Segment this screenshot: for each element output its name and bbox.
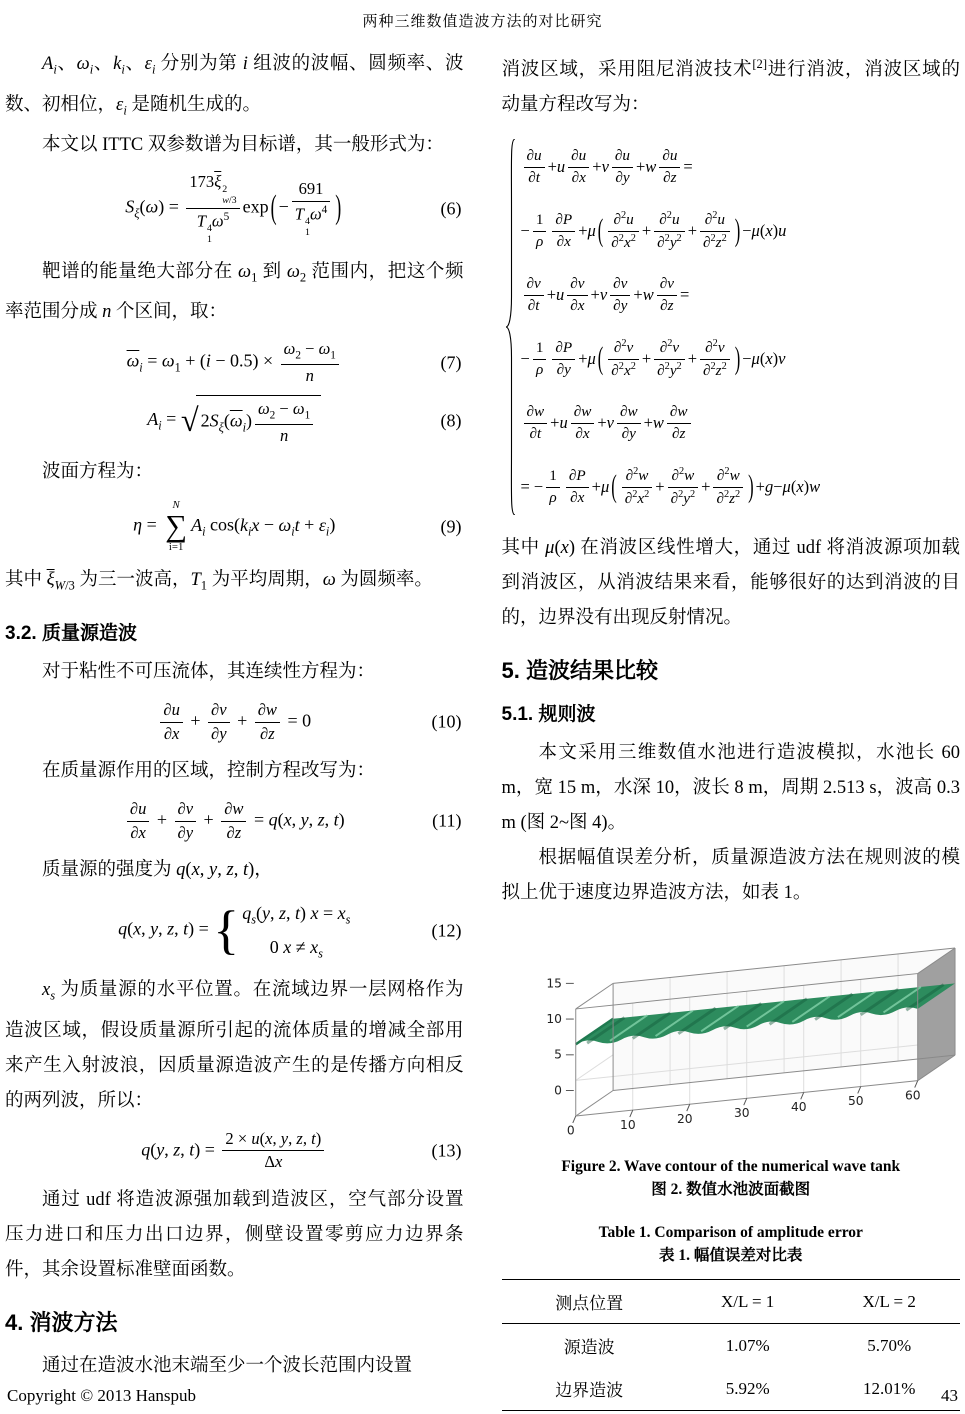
paragraph-amplitude-error: 根据幅值误差分析，质量源造波方法在规则波的模拟上优于速度边界造波方法，如表 1。	[501, 848, 960, 904]
equation-13	[5, 1128, 464, 1174]
equation-7	[5, 339, 464, 386]
equation-12-number: (12)	[431, 920, 462, 941]
figure-2-caption-en: Figure 2. Wave contour of the numerical wave tank	[561, 1158, 901, 1176]
momentum-line-u-rhs: − $\frac{1}{\rho}$ $\frac{\partial P}{\partial x}$ + μ ( $\frac{\partial^2u}{\partial^2x^2}$ + $\frac{\partial^2u}{\partial^2y^2}$ + $\frac{\partial^2u}{\partial^2z^2}$ ) − μ ( x ) u	[520, 209, 787, 251]
table-header-xl1: X/L = 1	[677, 1280, 819, 1324]
page-header-title: 两种三维数值造波方法的对比研究	[362, 14, 603, 30]
table-header-xl2: X/L = 2	[818, 1280, 960, 1324]
paragraph-damping-continued: 消波区域，采用阻尼消波技术[2]进行消波，消波区域的动量方程改写为：	[501, 57, 960, 116]
equation-13-number: (13)	[431, 1140, 462, 1161]
svg-text:0: 0	[566, 1123, 575, 1138]
footer-copyright: Copyright © 2013 Hanspub	[7, 1386, 197, 1405]
equation-8	[5, 395, 464, 446]
equation-9-number: (9)	[440, 516, 462, 537]
paragraph-wave-surface-eq-intro: 波面方程为：	[42, 462, 154, 483]
right-column	[502, 47, 961, 1411]
table-1-titles	[502, 1221, 961, 1267]
svg-text:60: 60	[904, 1088, 921, 1103]
equation-11-body: $\frac{\partial u}{\partial x}$ + $\frac{\partial v}{\partial y}$ + $\frac{\partial w}{\partial z}$ = q(x, y, z, t)	[124, 799, 345, 843]
table-row-source-wave	[502, 1324, 961, 1368]
two-column-layout	[0, 47, 965, 1411]
paragraph-damping-result: 其中 μ(x) 在消波区线性增大，通过 udf 将消波源项加载到消波区，从消波结果来看，能够很好的达到消波的目的，边界没有出现反射情况。	[501, 538, 960, 629]
table-cell: 1.07%	[725, 1335, 770, 1355]
section-heading-5-1: 5.1. 规则波	[501, 704, 596, 726]
section-heading-4: 4. 消波方法	[5, 1309, 118, 1335]
svg-text:20: 20	[676, 1112, 693, 1127]
figure-2-caption-zh: 图 2. 数值水池波面截图	[651, 1181, 811, 1199]
table-cell: 12.01%	[863, 1378, 916, 1398]
svg-text:40: 40	[790, 1100, 807, 1115]
paragraph-ittc-spectrum: 本文以 ITTC 双参数谱为目标谱，其一般形式为：	[42, 135, 444, 156]
equation-12	[5, 897, 464, 964]
equation-13-body: q(y, z, t) = $\frac{2 \times u(x, y, z, t)}{\Delta x}$	[141, 1129, 327, 1173]
equation-10	[5, 699, 464, 745]
svg-text:30: 30	[733, 1106, 750, 1121]
equation-6-number: (6)	[440, 198, 462, 219]
equation-9-body: η = N ∑ i=1 $A_i$ $\cos(k_ix - \omega_it + \varepsilon_i)$	[133, 499, 336, 554]
equation-6-body: $S_\xi(\omega)$ = $173\overline{\xi}$ 2 w/3 T 4 1 $\omega^5$ exp ( − 691 T 4 1 $\omega^4$ )	[125, 172, 342, 246]
equation-11-number: (11)	[432, 810, 462, 831]
momentum-line-u-lhs: $\frac{\partial u}{\partial t}$ + u $\frac{\partial u}{\partial x}$ + v $\frac{\partial u}{\partial y}$ + w $\frac{\partial u}{\partial z}$ =	[521, 135, 961, 199]
table-header-row	[502, 1280, 961, 1324]
paragraph-continuity-intro: 对于粘性不可压流体，其连续性方程为：	[42, 662, 376, 683]
table-cell: 边界造波	[555, 1381, 624, 1401]
equation-8-number: (8)	[440, 410, 462, 431]
table-header-location: 测点位置	[502, 1280, 677, 1324]
momentum-line-v-lhs: $\frac{\partial v}{\partial t}$ + u $\frac{\partial v}{\partial x}$ + v $\frac{\partial v}{\partial y}$ + w $\frac{\partial v}{\partial z}$ =	[521, 263, 961, 327]
svg-text:0: 0	[553, 1083, 562, 1098]
table-1-title-zh: 表 1. 幅值误差对比表	[659, 1247, 803, 1265]
paragraph-source-region: 在质量源作用的区域，控制方程改写为：	[42, 761, 376, 782]
svg-text:10: 10	[546, 1012, 562, 1027]
z-axis-labels	[546, 976, 562, 1097]
left-column	[5, 47, 464, 1411]
table-cell: 源造波	[563, 1338, 615, 1358]
equation-6	[5, 172, 464, 245]
equation-7-body: $\overline{\omega}_i = \omega_1 + (i - 0.5)$ × $\frac{\omega_2 - \omega_1}{n}$	[127, 339, 342, 386]
paragraph-source-strength: 质量源的强度为 q(x, y, z, t)，	[42, 860, 273, 881]
paragraph-source-position: $x_s$ 为质量源的水平位置。在流域边界一层网格作为造波区域，假设质量源所引起的流体质量的增减全部用来产生入射波浪，因质量源造波产生的是传播方向相反的两列波，所以：	[5, 980, 464, 1111]
table-1-title-en: Table 1. Comparison of amplitude error	[598, 1224, 863, 1242]
equation-8-body: $A_i$ = √ $2S_\xi(\overline{\omega}_i)$ $\frac{\omega_2 - \omega_1}{n}$	[147, 395, 321, 446]
paragraph-spectrum-range: 靶谱的能量绝大部分在 $\omega_1$ 到 $\omega_2$ 范围内，把这个频率范围分成 n 个区间，取：	[5, 261, 464, 323]
equation-9	[5, 499, 464, 554]
equation-10-number: (10)	[431, 711, 462, 732]
momentum-line-w-lhs: $\frac{\partial w}{\partial t}$ + u $\frac{\partial w}{\partial x}$ + v $\frac{\partial w}{\partial y}$ + w $\frac{\partial w}{\partial z}$	[521, 391, 961, 455]
table-cell: 5.92%	[725, 1378, 770, 1398]
paragraph-tank-setup: 本文采用三维数值水池进行造波模拟，水池长 60 m，宽 15 m，水深 10，波长 8 m，周期 2.513 s，波高 0.3 m (图 2~图 4)。	[501, 743, 960, 834]
svg-text:5: 5	[553, 1047, 562, 1062]
svg-text:15: 15	[546, 976, 562, 991]
left-brace	[504, 139, 517, 515]
footer-page-number: 43	[941, 1386, 958, 1405]
momentum-line-w-rhs: = − $\frac{1}{\rho}$ $\frac{\partial P}{\partial x}$ + μ ( $\frac{\partial^2w}{\partial^2x^2}$ + $\frac{\partial^2w}{\partial^2y^2}$ + $\frac{\partial^2w}{\partial^2z^2}$ ) + g − μ ( x ) w	[520, 465, 821, 507]
equation-7-number: (7)	[440, 352, 462, 373]
page-footer	[7, 1386, 958, 1406]
svg-text:10: 10	[619, 1117, 636, 1132]
svg-text:50: 50	[847, 1094, 864, 1109]
section-heading-3-2: 3.2. 质量源造波	[5, 623, 137, 645]
equation-10-body: $\frac{\partial u}{\partial x}$ + $\frac{\partial v}{\partial y}$ + $\frac{\partial w}{\partial z}$ = 0	[157, 700, 311, 744]
x-axis-labels	[567, 1088, 921, 1137]
section-heading-5: 5. 造波结果比较	[501, 658, 658, 684]
momentum-line-v-rhs: − $\frac{1}{\rho}$ $\frac{\partial P}{\partial y}$ + μ ( $\frac{\partial^2v}{\partial^2x^2}$ + $\frac{\partial^2v}{\partial^2y^2}$ + $\frac{\partial^2v}{\partial^2z^2}$ ) − μ ( x ) v	[520, 337, 786, 379]
z-axis-ticks	[566, 984, 574, 1091]
paragraph-udf-boundary: 通过 udf 将造波源强加载到造波区，空气部分设置压力进口和压力出口边界，侧壁设置零剪应力边界条件，其余设置标准壁面函数。	[5, 1189, 464, 1280]
equation-system-momentum-damping	[504, 135, 961, 519]
paragraph-damping-intro: 通过在造波水池末端至少一个波长范围内设置	[42, 1355, 413, 1376]
paragraph-wave-components: $A_i$、$\omega_i$、$k_i$、$\varepsilon_i$ 分别为第 i 组波的波幅、圆频率、波数、初相位，$\varepsilon_i$ 是随机生成的。	[5, 54, 464, 118]
figure-2-wave-tank	[502, 923, 961, 1149]
wave-tank-plot	[505, 923, 957, 1144]
table-cell: 5.70%	[867, 1335, 912, 1355]
equation-12-body: q(x, y, z, t) = { $q_s(y$, z, t) $x = x_s$ 0 $x \ne x_s$	[118, 900, 351, 961]
paragraph-symbol-definitions: 其中 $\overline{\xi}_{W/3}$ 为三一波高，$T_1$ 为平均周期，ω 为圆频率。	[5, 570, 433, 594]
equation-11	[5, 798, 464, 844]
